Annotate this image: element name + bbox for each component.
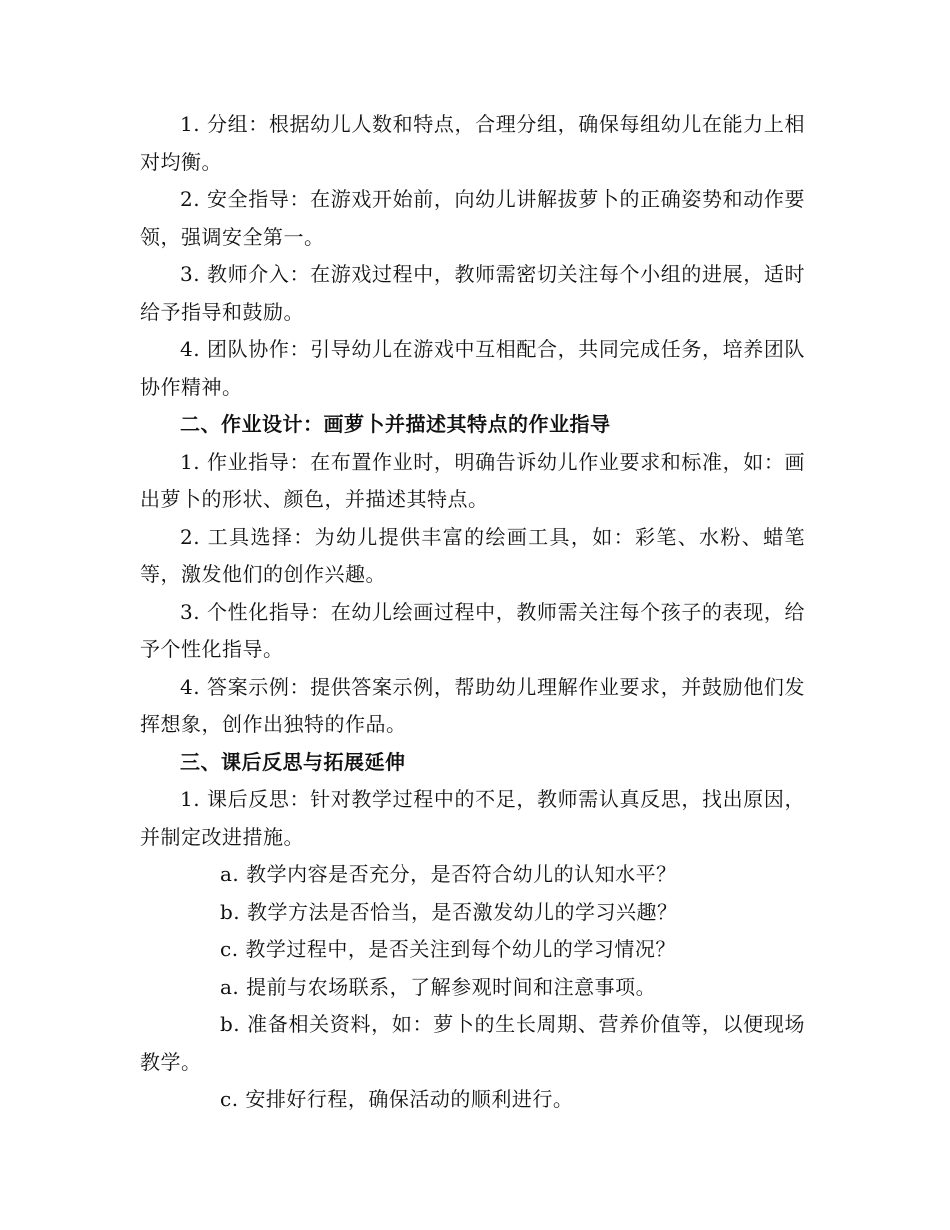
paragraph-teamwork: 4. 团队协作：引导幼儿在游戏中互相配合，共同完成任务，培养团队协作精神。 [140,337,805,399]
sub-item-prepare-materials: b. 准备相关资料，如：萝卜的生长周期、营养价值等，以便现场教学。 [140,1012,805,1074]
paragraph-answer-example: 4. 答案示例：提供答案示例，帮助幼儿理解作业要求，并鼓励他们发挥想象，创作出独特的作品。 [140,674,805,736]
sub-item-method: b. 教学方法是否恰当，是否激发幼儿的学习兴趣？ [220,899,678,924]
sub-item-process: c. 教学过程中，是否关注到每个幼儿的学习情况？ [220,937,676,961]
paragraph-individual-guidance: 3. 个性化指导：在幼儿绘画过程中，教师需关注每个孩子的表现，给予个性化指导。 [140,599,805,661]
sub-item-schedule: c. 安排好行程，确保活动的顺利进行。 [220,1087,574,1111]
heading-homework-design: 二、作业设计：画萝卜并描述其特点的作业指导 [180,412,611,436]
sub-item-contact-farm: a. 提前与农场联系，了解参观时间和注意事项。 [220,974,657,999]
paragraph-safety-guidance: 2. 安全指导：在游戏开始前，向幼儿讲解拔萝卜的正确姿势和动作要领，强调安全第一。 [140,187,805,249]
heading-reflection-extension: 三、课后反思与拓展延伸 [180,749,406,774]
paragraph-grouping: 1. 分组：根据幼儿人数和特点，合理分组，确保每组幼儿在能力上相对均衡。 [140,112,805,174]
paragraph-tool-selection: 2. 工具选择：为幼儿提供丰富的绘画工具，如：彩笔、水粉、蜡笔等，激发他们的创作兴趣。 [140,524,805,586]
paragraph-homework-guidance: 1. 作业指导：在布置作业时，明确告诉幼儿作业要求和标准，如：画出萝卜的形状、颜色，并描述其特点。 [140,449,805,511]
document-page [140,106,805,1119]
paragraph-teacher-intervention: 3. 教师介入：在游戏过程中，教师需密切关注每个小组的进展，适时给予指导和鼓励。 [140,262,805,324]
paragraph-after-class-reflection: 1. 课后反思：针对教学过程中的不足，教师需认真反思，找出原因，并制定改进措施。 [140,787,805,849]
sub-item-content: a. 教学内容是否充分，是否符合幼儿的认知水平？ [220,862,677,886]
